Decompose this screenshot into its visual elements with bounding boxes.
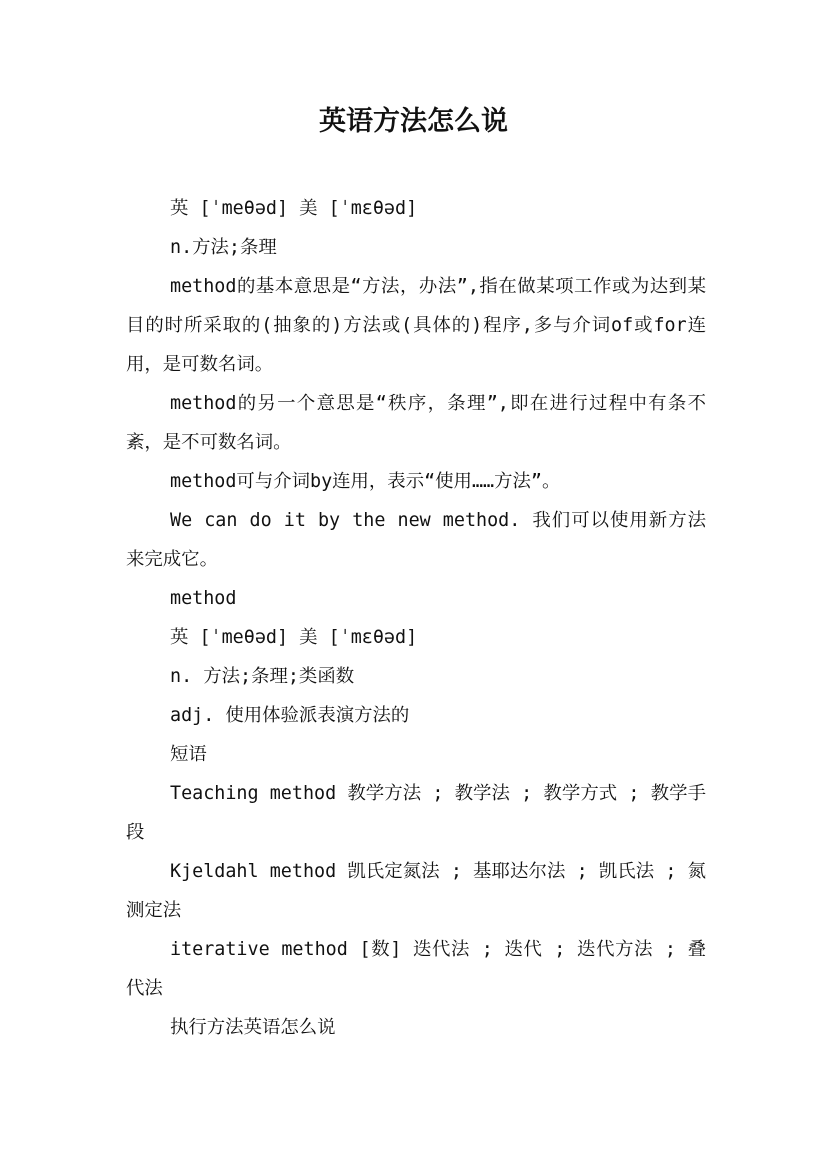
phrase-entry: Teaching method 教学方法 ; 教学法 ; 教学方式 ; 教学手段 bbox=[126, 783, 706, 843]
definition-line: n. 方法;条理;类函数 bbox=[170, 666, 355, 687]
usage-paragraph: method可与介词by连用，表示“使用……方法”。 bbox=[170, 471, 561, 492]
phrase-entry: Kjeldahl method 凯氏定氮法 ; 基耶达尔法 ; 凯氏法 ; 氮测定法 bbox=[126, 861, 706, 921]
document-body bbox=[126, 189, 706, 1047]
phonetic-line: 英 [ˈmeθəd] 美 [ˈmɛθəd] bbox=[170, 198, 418, 219]
section-heading: 执行方法英语怎么说 bbox=[170, 1017, 336, 1038]
section-heading: 短语 bbox=[170, 744, 207, 765]
definition-line: n.方法;条理 bbox=[170, 237, 277, 258]
definition-line: adj. 使用体验派表演方法的 bbox=[170, 705, 410, 726]
headword: method bbox=[170, 588, 237, 609]
phrase-entry: iterative method [数] 迭代法 ; 迭代 ; 迭代方法 ; 叠代法 bbox=[126, 939, 706, 999]
usage-paragraph: method的基本意思是“方法，办法”,指在做某项工作或为达到某目的时所采取的(抽象的)方法或(具体的)程序,多与介词of或for连用，是可数名词。 bbox=[126, 276, 706, 375]
usage-paragraph: method的另一个意思是“秩序，条理”,即在进行过程中有条不紊，是不可数名词。 bbox=[126, 393, 706, 453]
phonetic-line: 英 [ˈmeθəd] 美 [ˈmɛθəd] bbox=[170, 627, 418, 648]
example-sentence: We can do it by the new method. 我们可以使用新方法来完成它。 bbox=[126, 510, 706, 570]
document-title: 英语方法怎么说 bbox=[319, 106, 508, 137]
